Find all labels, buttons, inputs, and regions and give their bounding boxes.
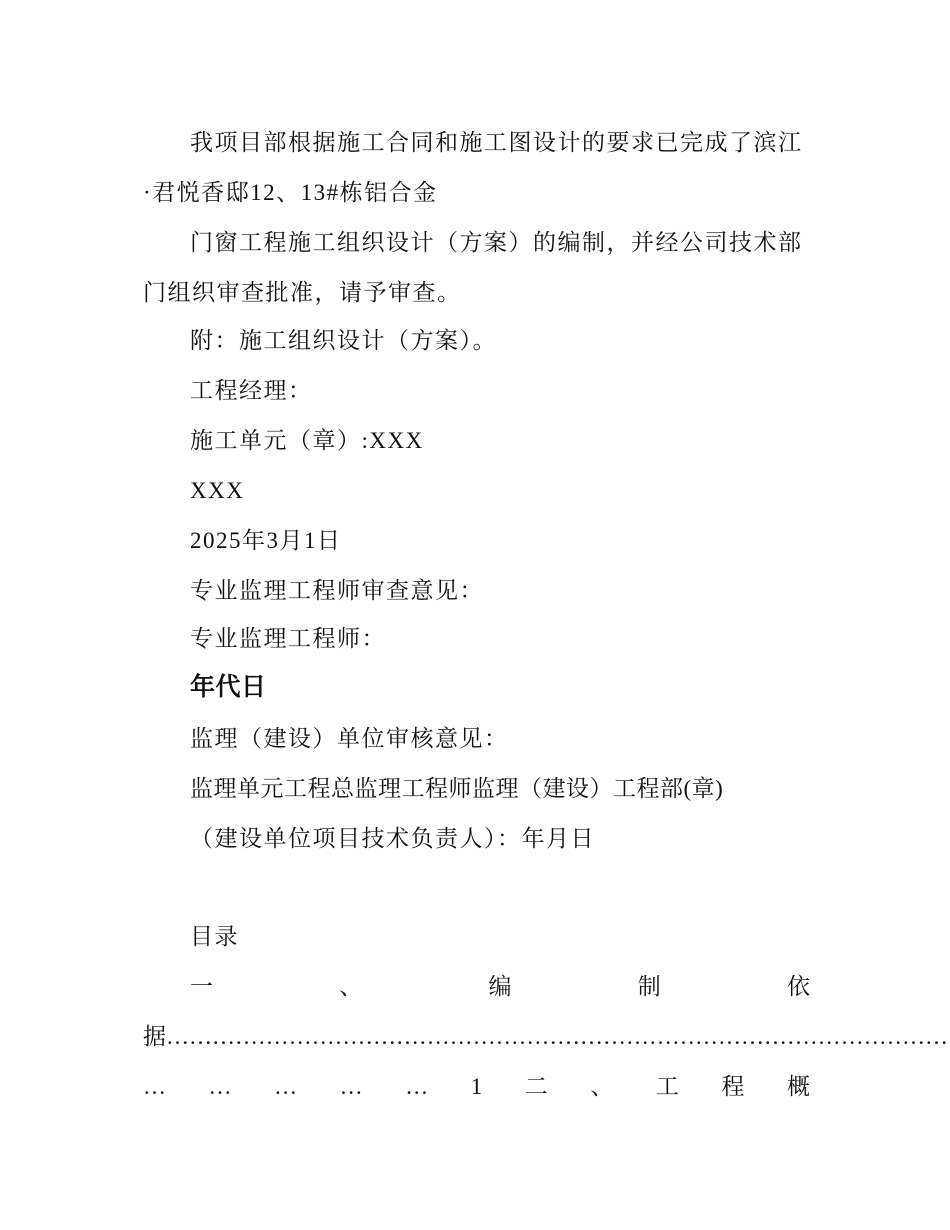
toc-char: 工 bbox=[655, 1074, 679, 1099]
toc-char: … bbox=[208, 1074, 232, 1099]
tech-lead-line: （建设单位项目技术负责人）：年月日 bbox=[190, 826, 595, 851]
toc-char: 一 bbox=[190, 974, 213, 999]
toc-char: … bbox=[143, 1074, 166, 1099]
toc-char: 制 bbox=[637, 974, 661, 999]
section-heading: 年代日 bbox=[190, 672, 267, 701]
toc-title: 目录 bbox=[190, 924, 239, 949]
paragraph-line: 我项目部根据施工合同和施工图设计的要求已完成了滨江 bbox=[190, 130, 803, 155]
paragraph-line: ·君悦香邸12、13#栋铝合金 bbox=[143, 180, 438, 205]
supervisor-engineer-label: 专业监理工程师： bbox=[190, 626, 386, 651]
toc-page-number: 1 bbox=[470, 1074, 483, 1099]
attachment-line: 附：施工组织设计（方案）。 bbox=[190, 328, 497, 353]
construction-unit-label: 施工单元（章）:XXX bbox=[190, 428, 424, 453]
date-line: 2025年3月1日 bbox=[190, 528, 342, 553]
unit-review-label: 监理（建设）单位审核意见： bbox=[190, 726, 509, 751]
toc-char: 概 bbox=[786, 1074, 810, 1099]
chief-supervisor-line: 监理单元工程总监理工程师监理（建设）工程部(章) bbox=[190, 776, 724, 801]
toc-char: … bbox=[405, 1074, 429, 1099]
toc-dot-leader: 据………………………………………………………………………………………… bbox=[143, 1024, 948, 1049]
toc-char: 、 bbox=[339, 974, 363, 999]
toc-char: 依 bbox=[787, 974, 810, 999]
toc-char: 二 bbox=[524, 1074, 548, 1099]
placeholder-text: XXX bbox=[190, 478, 245, 503]
toc-entry-line bbox=[143, 1072, 810, 1102]
toc-char: … bbox=[339, 1074, 363, 1099]
toc-char: 编 bbox=[488, 974, 512, 999]
paragraph-line: 门组织审查批准，请予审查。 bbox=[143, 280, 462, 305]
toc-entry-line bbox=[190, 972, 810, 1002]
toc-char: … bbox=[274, 1074, 298, 1099]
project-manager-label: 工程经理： bbox=[190, 378, 313, 403]
toc-char: 程 bbox=[721, 1074, 745, 1099]
paragraph-line: 门窗工程施工组织设计（方案）的编制，并经公司技术部 bbox=[190, 230, 803, 255]
toc-char: 、 bbox=[590, 1074, 614, 1099]
supervisor-opinion-label: 专业监理工程师审查意见： bbox=[190, 578, 484, 603]
